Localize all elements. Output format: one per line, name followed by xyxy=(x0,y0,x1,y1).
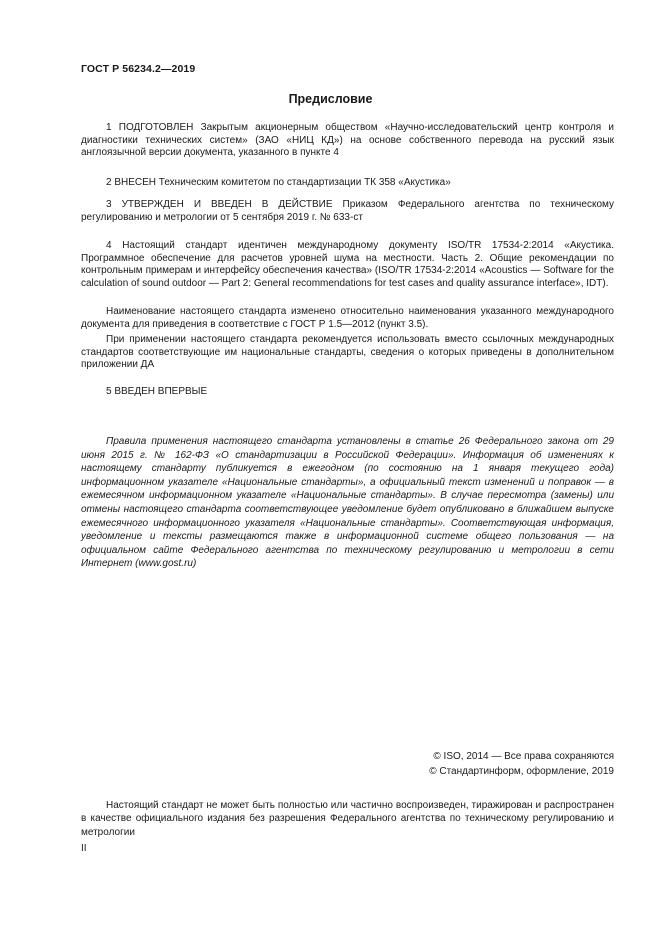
preface-item-2: 2 ВНЕСЕН Техническим комитетом по стандартизации ТК 358 «Акустика» xyxy=(106,177,451,188)
copyright-standartinform: © Стандартинформ, оформление, 2019 xyxy=(429,766,614,777)
preface-item-4-references-note: При применении настоящего стандарта рекомендуется использовать вместо ссылочных международных стандартов соответствующие им национальные стандарты, сведения о которых приведены в дополнительном приложении ДА xyxy=(81,334,614,371)
application-rules-notice: Правила применения настоящего стандарта установлены в статье 26 Федерального закона от 29 июня 2015 г. № 162-ФЗ «О стандартизации в Российской Федерации». Информация об изменениях к настоящему стандарту публикуется в ежегодном (по состоянию на 1 января текущего года) информационном указателе «Национальные стандарты», а официальный текст изменений и поправок — в ежемесячном информационном указателе «Национальные стандарты». В случае пересмотра (замены) или отмены настоящего стандарта соответствующее уведомление будет опубликовано в ближайшем выпуске ежемесячного информационного указателя «Национальные стандарты». Соответствующая информация, уведомление и тексты размещаются также в информационной системе общего пользования — на официальном сайте Федерального агентства по техническому регулированию и метрологии в сети Интернет (www.gost.ru) xyxy=(81,436,614,570)
standard-code-header: ГОСТ Р 56234.2—2019 xyxy=(81,63,196,75)
preface-item-5: 5 ВВЕДЕН ВПЕРВЫЕ xyxy=(106,386,208,397)
preface-item-4: 4 Настоящий стандарт идентичен международному документу ISO/TR 17534-2:2014 «Акустика. Программное обеспечение для расчетов уровней шума на местности. Часть 2. Общие рекомендации по контрольным примерам и интерфейсу обеспечения качества» (ISO/TR 17534-2:2014 «Acoustics — Software for the calculation of sound outdoor — Part 2: General recommendations for test cases and quality assurance interface», IDT). xyxy=(81,240,614,290)
page-title: Предисловие xyxy=(288,92,373,106)
preface-item-4-name-note: Наименование настоящего стандарта изменено относительно наименования указанного международного документа для приведения в соответствие с ГОСТ Р 1.5—2012 (пункт 3.5). xyxy=(81,306,614,330)
preface-item-3: 3 УТВЕРЖДЕН И ВВЕДЕН В ДЕЙСТВИЕ Приказом Федерального агентства по техническому регулированию и метрологии от 5 сентября 2019 г. № 633-ст xyxy=(81,199,614,223)
copyright-iso: © ISO, 2014 — Все права сохраняются xyxy=(433,751,614,762)
page-number: II xyxy=(81,843,87,854)
preface-item-1: 1 ПОДГОТОВЛЕН Закрытым акционерным обществом «Научно-исследовательский центр контроля и диагностики технических систем» (ЗАО «НИЦ КД») на основе собственного перевода на русский язык англоязычной версии документа, указанного в пункте 4 xyxy=(81,122,614,159)
reproduction-notice: Настоящий стандарт не может быть полностью или частично воспроизведен, тиражирован и распространен в качестве официального издания без разрешения Федерального агентства по техническому регулированию и метрологии xyxy=(81,800,614,838)
